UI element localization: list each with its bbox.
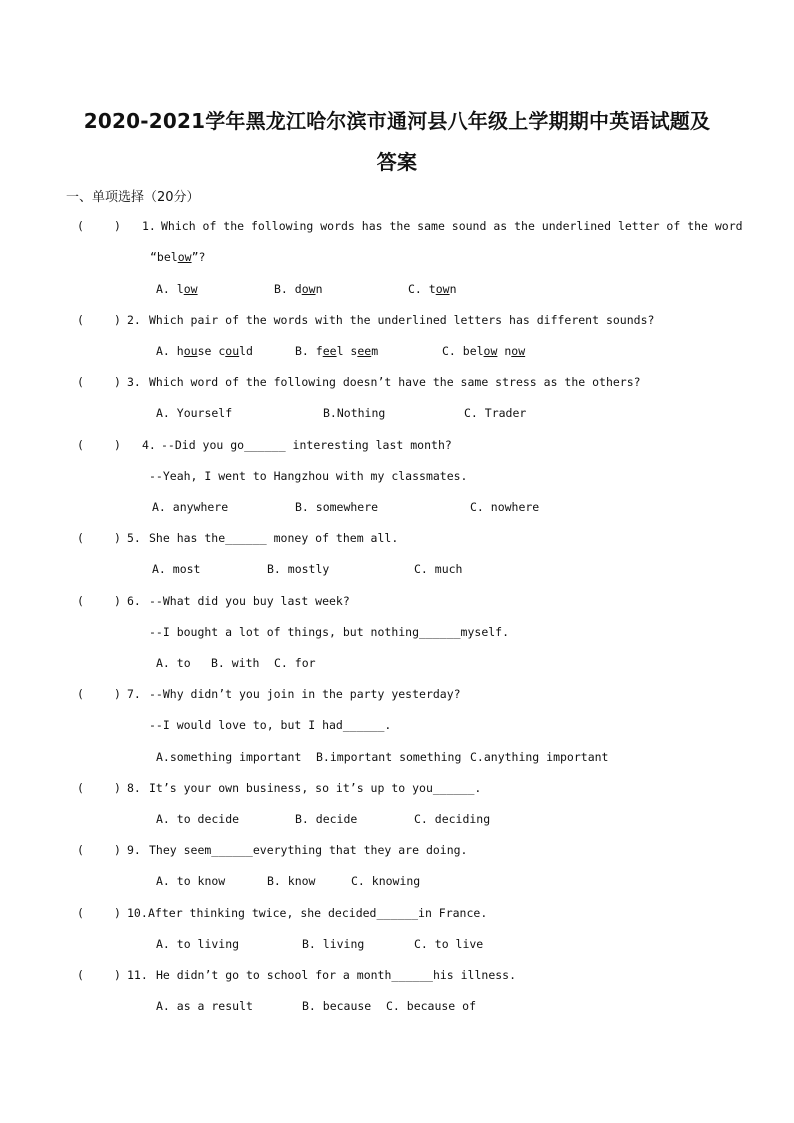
option-c: C. because of: [386, 999, 477, 1013]
question-number: 2.: [127, 313, 141, 327]
question-text: He didn’t go to school for a month______his illness.: [156, 968, 517, 982]
question-number: 4.: [142, 438, 156, 452]
question-dialogue-reply: --Yeah, I went to Hangzhou with my classmates.: [149, 469, 468, 483]
question-6: [0, 591, 794, 611]
question-dialogue-reply: --I would love to, but I had______.: [149, 718, 392, 732]
answer-paren-left: (: [77, 531, 84, 545]
answer-paren-right: ): [114, 687, 121, 701]
answer-paren-left: (: [77, 219, 84, 233]
option-c: C. knowing: [351, 874, 421, 888]
question-1: [0, 216, 794, 236]
question-text: Which of the following words has the same sound as the underlined letter of the word: [161, 219, 743, 233]
option-a: A. house could: [156, 344, 253, 358]
answer-paren-left: (: [77, 313, 84, 327]
exam-title-line-1: 2020-2021学年黑龙江哈尔滨市通河县八年级上学期期中英语试题及: [83, 109, 711, 133]
question-4: [0, 435, 794, 455]
question-text: --Why didn’t you join in the party yesterday?: [149, 687, 461, 701]
question-text: Which word of the following doesn’t have the same stress as the others?: [149, 375, 641, 389]
option-b: B. know: [267, 874, 316, 888]
answer-paren-left: (: [77, 906, 84, 920]
exam-title-line-2: 答案: [376, 150, 418, 174]
option-c: C. town: [408, 282, 457, 296]
option-c: C. deciding: [414, 812, 491, 826]
option-b: B. feel seem: [295, 344, 379, 358]
option-b: B.Nothing: [323, 406, 386, 420]
question-number: 9.: [127, 843, 141, 857]
option-c: C. for: [274, 656, 316, 670]
answer-paren-left: (: [77, 375, 84, 389]
answer-paren-right: ): [114, 968, 121, 982]
question-2: [0, 310, 794, 330]
answer-paren-right: ): [114, 313, 121, 327]
question-5: [0, 528, 794, 548]
question-number: 7.: [127, 687, 141, 701]
question-10: [0, 903, 794, 923]
question-7: [0, 684, 794, 704]
question-text: After thinking twice, she decided______in France.: [148, 906, 488, 920]
question-8: [0, 778, 794, 798]
option-c: C. nowhere: [470, 500, 540, 514]
option-c: C. below now: [442, 344, 526, 358]
question-1-continuation: “below”?: [150, 250, 206, 264]
option-b: B. living: [302, 937, 365, 951]
question-dialogue-reply: --I bought a lot of things, but nothing______myself.: [149, 625, 510, 639]
question-text: She has the______ money of them all.: [149, 531, 399, 545]
question-text: --What did you buy last week?: [149, 594, 350, 608]
answer-paren-left: (: [77, 843, 84, 857]
answer-paren-left: (: [77, 438, 84, 452]
answer-paren-right: ): [114, 375, 121, 389]
question-number: 3.: [127, 375, 141, 389]
answer-paren-right: ): [114, 594, 121, 608]
option-c: C. to live: [414, 937, 484, 951]
answer-paren-left: (: [77, 968, 84, 982]
option-a: A. Yourself: [156, 406, 233, 420]
section-heading: 一、单项选择（20分）: [66, 190, 200, 205]
option-b: B. decide: [295, 812, 358, 826]
question-number: 5.: [127, 531, 141, 545]
answer-paren-right: ): [114, 843, 121, 857]
question-9: [0, 840, 794, 860]
question-text: It’s your own business, so it’s up to you______.: [149, 781, 482, 795]
question-text: They seem______everything that they are doing.: [149, 843, 468, 857]
option-a: A.something important: [156, 750, 302, 764]
option-b: B. with: [211, 656, 260, 670]
answer-paren-left: (: [77, 687, 84, 701]
answer-paren-right: ): [114, 781, 121, 795]
option-c: C.anything important: [470, 750, 609, 764]
option-a: A. to decide: [156, 812, 240, 826]
question-number: 11.: [127, 968, 148, 982]
option-a: A. as a result: [156, 999, 253, 1013]
question-number: 8.: [127, 781, 141, 795]
option-a: A. to living: [156, 937, 240, 951]
option-b: B. somewhere: [295, 500, 379, 514]
option-b: B.important something: [316, 750, 462, 764]
option-b: B. down: [274, 282, 323, 296]
question-text: Which pair of the words with the underlined letters has different sounds?: [149, 313, 655, 327]
option-a: A. to know: [156, 874, 226, 888]
option-c: C. Trader: [464, 406, 527, 420]
option-b: B. mostly: [267, 562, 330, 576]
option-c: C. much: [414, 562, 463, 576]
answer-paren-left: (: [77, 594, 84, 608]
option-a: A. anywhere: [152, 500, 229, 514]
question-3: [0, 372, 794, 392]
option-b: B. because: [302, 999, 372, 1013]
answer-paren-right: ): [114, 438, 121, 452]
answer-paren-right: ): [114, 219, 121, 233]
answer-paren-left: (: [77, 781, 84, 795]
option-a: A. most: [152, 562, 201, 576]
question-11: [0, 965, 794, 985]
option-a: A. to: [156, 656, 191, 670]
question-number: 6.: [127, 594, 141, 608]
question-number: 1.: [142, 219, 156, 233]
answer-paren-right: ): [114, 531, 121, 545]
question-number: 10.: [127, 906, 148, 920]
question-text: --Did you go______ interesting last month?: [161, 438, 452, 452]
option-a: A. low: [156, 282, 198, 296]
answer-paren-right: ): [114, 906, 121, 920]
